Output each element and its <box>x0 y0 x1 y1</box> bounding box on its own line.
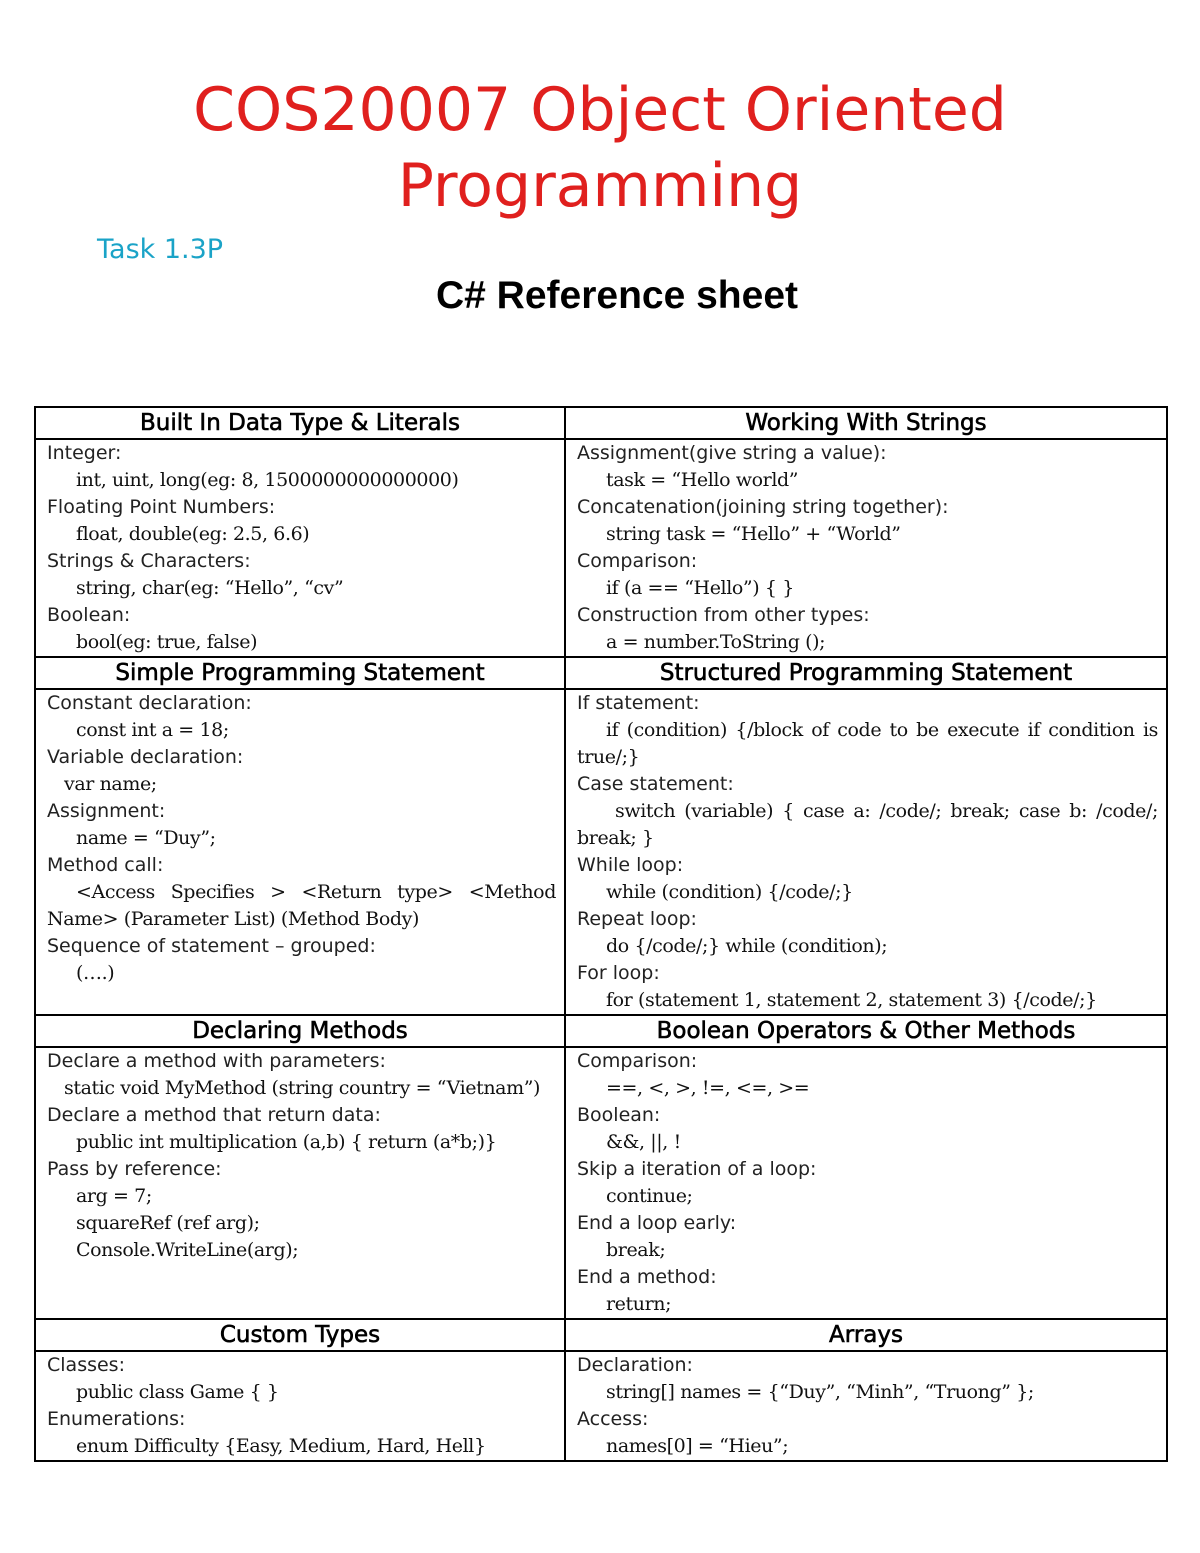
declare-return-code: public int multiplication (a,b) { return (a*b;)} <box>76 1131 497 1153</box>
methods-heading: Declaring Methods <box>35 1015 565 1047</box>
floating-code: float, double(eg: 2.5, 6.6) <box>76 523 310 545</box>
simple-heading: Simple Programming Statement <box>35 657 565 689</box>
case-label: Case statement: <box>577 773 734 795</box>
concatenation-code: string task = “Hello” + “World” <box>606 523 901 545</box>
skip-label: Skip a iteration of a loop: <box>577 1158 817 1180</box>
for-label: For loop: <box>577 962 660 984</box>
end-loop-label: End a loop early: <box>577 1212 737 1234</box>
data-types-cell <box>35 439 565 657</box>
arrays-cell <box>565 1351 1167 1461</box>
boolean-label: Boolean: <box>47 604 131 626</box>
end-method-label: End a method: <box>577 1266 717 1288</box>
enumerations-label: Enumerations: <box>47 1408 186 1430</box>
pass-by-ref-label: Pass by reference: <box>47 1158 222 1180</box>
method-call-label: Method call: <box>47 854 164 876</box>
data-types-heading: Built In Data Type & Literals <box>35 407 565 439</box>
heading-row-3 <box>35 1015 1167 1047</box>
sequence-code: (….) <box>76 962 115 984</box>
if-code: if (condition) {/block of code to be execute if condition is true/;} <box>577 719 1158 768</box>
constant-code: const int a = 18; <box>76 719 229 741</box>
content-row-3 <box>35 1047 1167 1319</box>
while-label: While loop: <box>577 854 684 876</box>
integer-label: Integer: <box>47 442 122 464</box>
simple-assignment-code: name = “Duy”; <box>76 827 216 849</box>
heading-row-4 <box>35 1319 1167 1351</box>
boolean-code: bool(eg: true, false) <box>76 631 258 653</box>
repeat-code: do {/code/;} while (condition); <box>606 935 888 957</box>
constant-label: Constant declaration: <box>47 692 252 714</box>
operators-cell <box>565 1047 1167 1319</box>
end-method-code: return; <box>606 1293 672 1315</box>
for-code: for (statement 1, statement 2, statement 3) {/code/;} <box>606 989 1097 1011</box>
task-label: Task 1.3P <box>97 234 224 265</box>
structured-cell <box>565 689 1167 1015</box>
arrays-heading: Arrays <box>565 1319 1167 1351</box>
while-code: while (condition) {/code/;} <box>606 881 853 903</box>
concatenation-label: Concatenation(joining string together): <box>577 496 949 518</box>
pass-by-ref-code-1: arg = 7; <box>76 1185 152 1207</box>
sequence-label: Sequence of statement – grouped: <box>47 935 376 957</box>
construction-code: a = number.ToString (); <box>606 631 826 653</box>
end-loop-code: break; <box>606 1239 666 1261</box>
method-call-code: <Access Specifies > <Return type> <Method Name> (Parameter List) (Method Body) <box>47 881 556 930</box>
array-declaration-label: Declaration: <box>577 1354 693 1376</box>
structured-heading: Structured Programming Statement <box>565 657 1167 689</box>
declare-return-label: Declare a method that return data: <box>47 1104 381 1126</box>
array-declaration-code: string[] names = {“Duy”, “Minh”, “Truong” }; <box>606 1381 1034 1403</box>
custom-heading: Custom Types <box>35 1319 565 1351</box>
strings-chars-code: string, char(eg: “Hello”, “cv” <box>76 577 344 599</box>
reference-table <box>34 406 1168 1462</box>
sheet-subtitle: C# Reference sheet <box>435 274 798 317</box>
classes-code: public class Game { } <box>76 1381 279 1403</box>
strings-chars-label: Strings & Characters: <box>47 550 251 572</box>
operators-heading: Boolean Operators & Other Methods <box>565 1015 1167 1047</box>
content-row-4 <box>35 1351 1167 1461</box>
enumerations-code: enum Difficulty {Easy, Medium, Hard, Hell} <box>76 1435 486 1457</box>
array-access-label: Access: <box>577 1408 649 1430</box>
op-comparison-label: Comparison: <box>577 1050 698 1072</box>
if-label: If statement: <box>577 692 700 714</box>
strings-cell <box>565 439 1167 657</box>
document-title <box>0 72 1200 224</box>
op-boolean-label: Boolean: <box>577 1104 661 1126</box>
case-code: switch (variable) { case a: /code/; break; case b: /code/; break; } <box>577 800 1158 849</box>
skip-code: continue; <box>606 1185 693 1207</box>
declare-params-label: Declare a method with parameters: <box>47 1050 386 1072</box>
heading-row-1 <box>35 407 1167 439</box>
strings-heading: Working With Strings <box>565 407 1167 439</box>
classes-label: Classes: <box>47 1354 125 1376</box>
comparison-code: if (a == “Hello”) { } <box>606 577 794 599</box>
pass-by-ref-code-2: squareRef (ref arg); <box>76 1212 260 1234</box>
simple-cell <box>35 689 565 1015</box>
pass-by-ref-code-3: Console.WriteLine(arg); <box>76 1239 299 1261</box>
heading-row-2 <box>35 657 1167 689</box>
title-line-2: Programming <box>397 151 803 221</box>
op-comparison-code: ==, <, >, !=, <=, >= <box>606 1077 810 1099</box>
variable-code: var name; <box>64 773 157 795</box>
content-row-1 <box>35 439 1167 657</box>
comparison-label: Comparison: <box>577 550 698 572</box>
simple-assignment-label: Assignment: <box>47 800 166 822</box>
op-boolean-code: &&, ||, ! <box>606 1131 681 1153</box>
repeat-label: Repeat loop: <box>577 908 697 930</box>
assignment-code: task = “Hello world” <box>606 469 799 491</box>
title-line-1: COS20007 Object Oriented <box>193 75 1007 145</box>
declare-params-code: static void MyMethod (string country = “Vietnam”) <box>64 1077 541 1099</box>
variable-label: Variable declaration: <box>47 746 244 768</box>
assignment-label: Assignment(give string a value): <box>577 442 887 464</box>
integer-code: int, uint, long(eg: 8, 1500000000000000) <box>76 469 459 491</box>
construction-label: Construction from other types: <box>577 604 870 626</box>
array-access-code: names[0] = “Hieu”; <box>606 1435 789 1457</box>
floating-label: Floating Point Numbers: <box>47 496 276 518</box>
content-row-2 <box>35 689 1167 1015</box>
methods-cell <box>35 1047 565 1319</box>
custom-cell <box>35 1351 565 1461</box>
